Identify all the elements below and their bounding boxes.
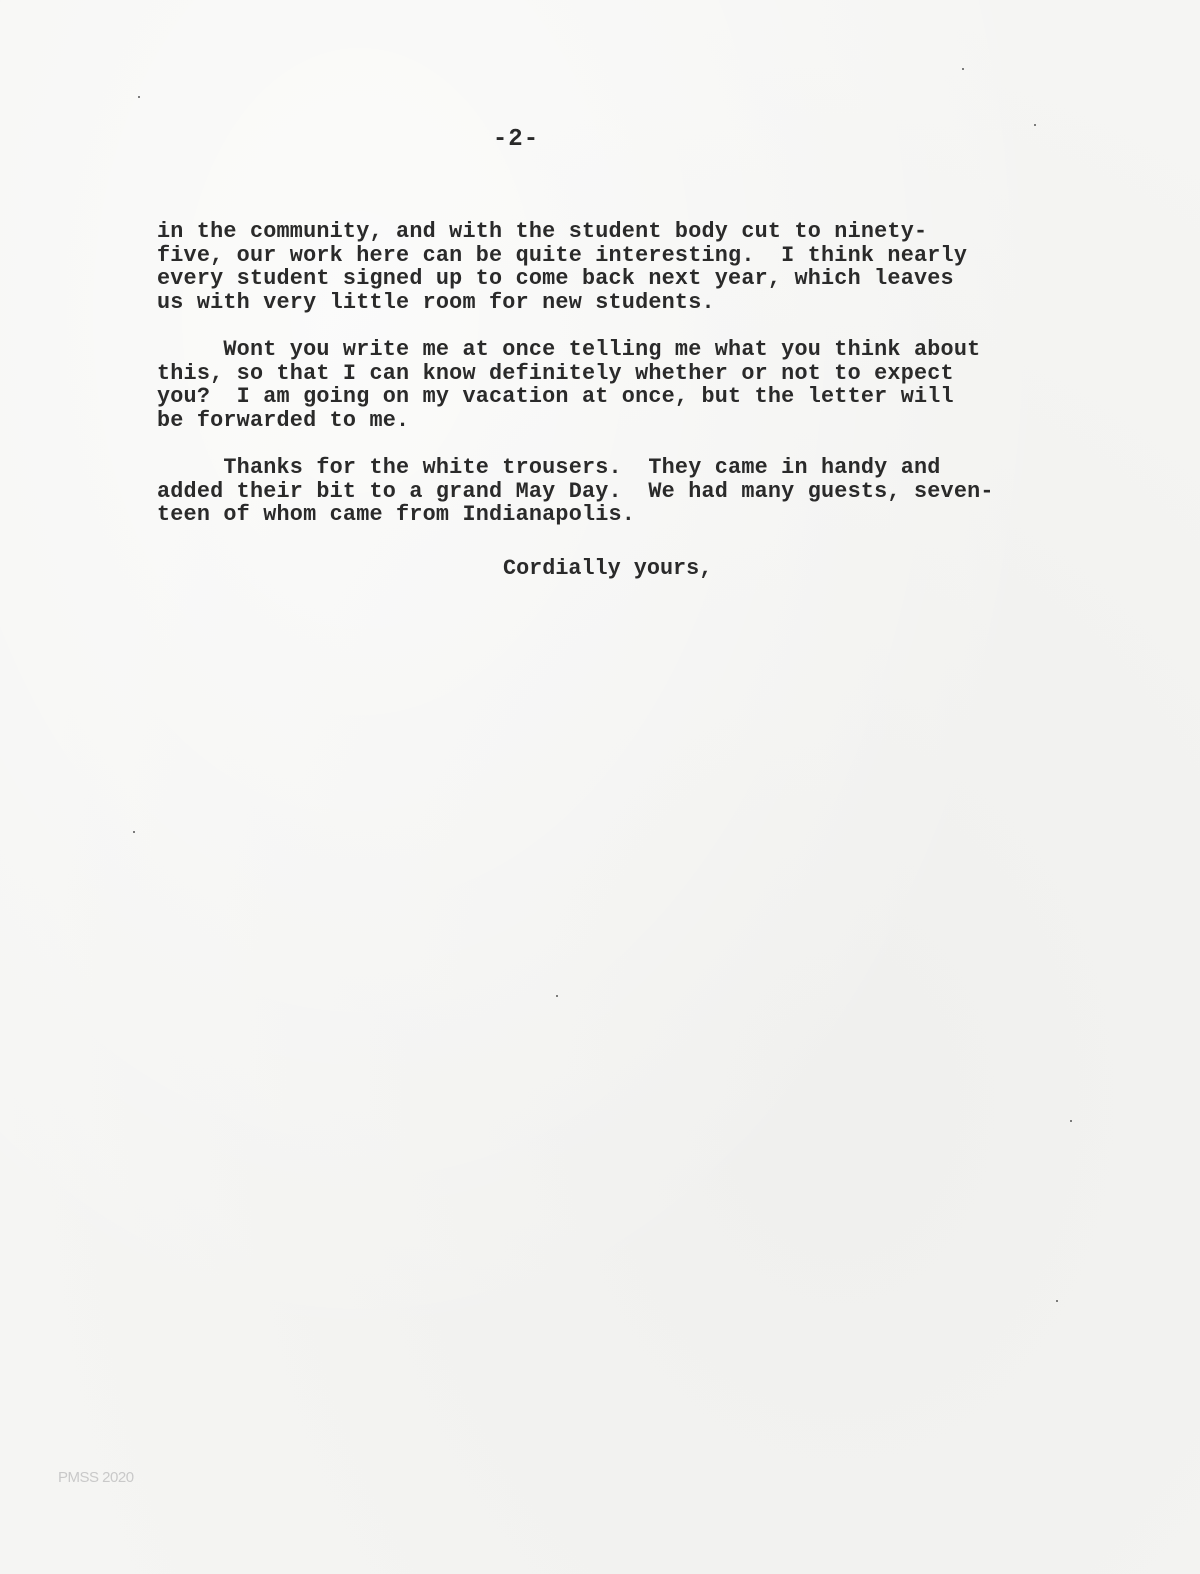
archive-watermark: PMSS 2020 [58, 1469, 134, 1486]
scan-speck [1056, 1300, 1058, 1302]
paragraph-line: Thanks for the white trousers. They came in handy and [157, 455, 941, 480]
letter-body [157, 220, 1077, 527]
paragraph-gap [157, 314, 1077, 338]
paragraph-line: you? I am going on my vacation at once, but the letter will [157, 384, 954, 409]
paragraph-line: in the community, and with the student body cut to ninety- [157, 219, 928, 244]
paragraph-line: us with very little room for new students. [157, 289, 715, 315]
paragraph-2 [157, 338, 1077, 432]
paragraph-line: every student signed up to come back next year, which leaves [157, 266, 954, 291]
scan-speck [1070, 1120, 1072, 1122]
closing-salutation: Cordially yours, [503, 556, 713, 581]
scan-speck [556, 995, 558, 997]
paragraph-line: Wont you write me at once telling me what you think about [157, 337, 981, 362]
paragraph-line: five, our work here can be quite interesting. I think nearly [157, 242, 968, 268]
scan-speck [138, 96, 140, 98]
paragraph-line: be forwarded to me. [157, 407, 410, 433]
scan-speck [962, 68, 964, 70]
scan-speck [1034, 124, 1036, 126]
paragraph-3 [157, 456, 1077, 527]
paragraph-1 [157, 220, 1077, 314]
paragraph-gap [157, 432, 1077, 456]
page-number: -2- [492, 126, 540, 153]
paragraph-line: added their bit to a grand May Day. We had many guests, seven- [157, 478, 994, 504]
paragraph-line: this, so that I can know definitely whether or not to expect [157, 360, 954, 386]
paragraph-line: teen of whom came from Indianapolis. [157, 502, 636, 527]
scan-speck [133, 831, 135, 833]
